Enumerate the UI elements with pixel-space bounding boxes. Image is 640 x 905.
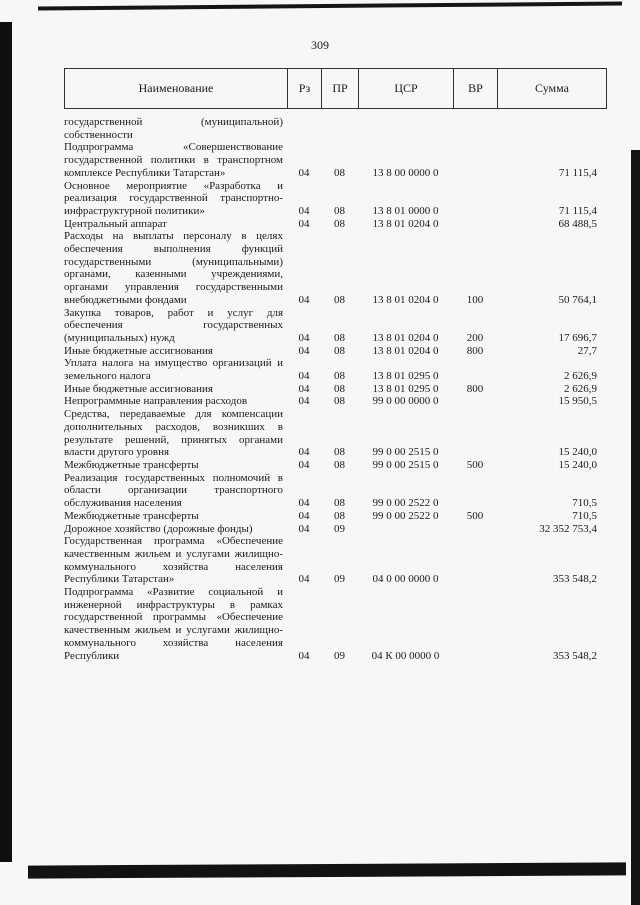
table-row (64, 395, 605, 408)
row-rz: 04 (298, 217, 310, 230)
header-rz: Рз (288, 69, 322, 108)
row-sum: 71 115,4 (558, 166, 597, 179)
table-row (64, 345, 605, 358)
row-csr: 99 0 00 0000 0 (372, 395, 439, 408)
row-csr: 99 0 00 2515 0 (372, 458, 439, 471)
row-csr: 13 8 01 0204 0 (372, 293, 439, 306)
table-row (64, 472, 605, 510)
row-sum: 50 764,1 (558, 293, 597, 306)
row-pr: 08 (334, 370, 345, 383)
row-csr: 99 0 00 2515 0 (372, 446, 439, 459)
header-pr: ПР (322, 69, 359, 108)
row-csr: 13 8 01 0204 0 (372, 331, 439, 344)
row-rz: 04 (298, 293, 310, 306)
row-pr: 08 (334, 458, 345, 471)
table-row (64, 307, 605, 345)
row-vr: 500 (466, 458, 484, 471)
row-name: Дорожное хозяйство (дорожные фонды) (64, 522, 253, 535)
row-pr: 09 (334, 573, 345, 586)
row-name: Подпрограмма «Совершенствование государственной политики в транспортном комплексе Республики Татарстан» (64, 141, 283, 179)
row-name: Закупка товаров, работ и услуг для обеспечения государственных (муниципальных) нужд (64, 306, 283, 344)
row-rz: 04 (298, 446, 310, 459)
row-name: Расходы на выплаты персоналу в целях обеспечения выполнения функций государственными (муниципальными) органами, казенными учреждениями, органами управления государственными внебюджетными фондами (64, 230, 283, 306)
row-sum: 15 950,5 (558, 395, 597, 408)
table-row (64, 180, 605, 218)
table-row (64, 586, 605, 662)
row-rz: 04 (298, 522, 310, 535)
table-header (64, 68, 607, 109)
row-rz: 04 (298, 370, 310, 383)
row-vr: 100 (466, 293, 484, 306)
row-pr: 09 (334, 649, 345, 662)
row-name: государственной (муниципальной) собственности (64, 116, 283, 141)
row-pr: 08 (334, 217, 345, 230)
table-row (64, 116, 605, 141)
row-sum: 68 488,5 (558, 217, 597, 230)
table-row (64, 510, 605, 523)
table-row (64, 523, 605, 536)
row-name: Центральный аппарат (64, 217, 167, 230)
row-pr: 08 (334, 344, 345, 357)
header-csr: ЦСР (359, 69, 454, 108)
header-sum: Сумма (535, 81, 569, 95)
row-pr: 08 (334, 382, 345, 395)
row-pr: 08 (334, 395, 345, 408)
table-row (64, 408, 605, 459)
row-sum: 710,5 (572, 509, 597, 522)
row-sum: 27,7 (577, 344, 597, 357)
row-rz: 04 (298, 395, 310, 408)
row-sum: 2 626,9 (564, 370, 597, 383)
row-csr: 13 8 01 0204 0 (372, 344, 439, 357)
row-csr: 04 0 00 0000 0 (372, 573, 439, 586)
row-name: Реализация государственных полномочий в области организации транспортного обслуживания населения (64, 471, 283, 510)
row-name: Уплата налога на имущество организаций и земельного налога (64, 357, 283, 383)
row-sum: 353 548,2 (553, 649, 597, 662)
row-name: Основное мероприятие «Разработка и реализация государственной транспортно-инфраструктурной политики» (64, 179, 283, 217)
row-csr: 04 К 00 0000 0 (371, 649, 440, 662)
row-vr: 800 (466, 344, 484, 357)
row-sum: 710,5 (572, 497, 597, 510)
table-row (64, 383, 605, 396)
row-name: Государственная программа «Обеспечение качественным жильем и услугами жилищно-коммунального хозяйства населения Республики Татарстан» (64, 535, 283, 586)
row-sum: 15 240,0 (558, 458, 597, 471)
scan-shadow-bottom (28, 862, 626, 878)
row-name: Межбюджетные трансферты (64, 509, 199, 522)
row-pr: 08 (334, 204, 345, 217)
row-rz: 04 (298, 204, 310, 217)
row-rz: 04 (298, 382, 310, 395)
row-vr: 500 (466, 509, 484, 522)
row-name: Межбюджетные трансферты (64, 458, 199, 471)
row-name: Иные бюджетные ассигнования (64, 344, 213, 357)
row-sum: 71 115,4 (558, 204, 597, 217)
row-rz: 04 (298, 573, 310, 586)
table-row (64, 218, 605, 231)
row-csr: 99 0 00 2522 0 (372, 497, 439, 510)
row-csr: 13 8 01 0295 0 (372, 370, 439, 383)
row-vr: 800 (466, 382, 484, 395)
row-rz: 04 (298, 344, 310, 357)
row-sum: 17 696,7 (558, 331, 597, 344)
scan-shadow-right (631, 150, 640, 905)
header-name: Наименование (65, 69, 288, 108)
scan-shadow-top (38, 1, 622, 10)
row-csr: 13 8 01 0204 0 (372, 217, 439, 230)
row-rz: 04 (298, 458, 310, 471)
row-sum: 2 626,9 (564, 382, 597, 395)
row-pr: 08 (334, 497, 345, 510)
row-sum: 15 240,0 (558, 446, 597, 459)
row-name: Иные бюджетные ассигнования (64, 382, 213, 395)
row-sum: 32 352 753,4 (539, 522, 597, 535)
row-sum: 353 548,2 (553, 573, 597, 586)
row-rz: 04 (298, 509, 310, 522)
row-pr: 08 (334, 331, 345, 344)
row-rz: 04 (298, 166, 310, 179)
row-csr: 99 0 00 2522 0 (372, 509, 439, 522)
table-row (64, 141, 605, 179)
row-pr: 09 (334, 522, 345, 535)
scan-shadow-left (0, 22, 12, 862)
header-vr: ВР (454, 69, 498, 108)
table-row (64, 535, 605, 586)
row-rz: 04 (298, 649, 310, 662)
row-rz: 04 (298, 497, 310, 510)
table-row (64, 459, 605, 472)
row-pr: 08 (334, 293, 345, 306)
row-pr: 08 (334, 166, 345, 179)
budget-table (64, 116, 605, 662)
row-csr: 13 8 01 0000 0 (372, 204, 439, 217)
row-name: Подпрограмма «Развитие социальной и инженерной инфраструктуры в рамках государственной программы «Обеспечение качественным жильем и услугами жилищно-коммунального хозяйства населения Республики (64, 586, 283, 662)
row-pr: 08 (334, 446, 345, 459)
row-rz: 04 (298, 331, 310, 344)
row-pr: 08 (334, 509, 345, 522)
table-row (64, 230, 605, 306)
row-name: Средства, передаваемые для компенсации дополнительных расходов, возникших в результате решений, принятых органами власти другого уровня (64, 408, 283, 459)
table-row (64, 357, 605, 382)
page-number: 309 (311, 38, 329, 52)
row-vr: 200 (466, 331, 484, 344)
row-csr: 13 8 00 0000 0 (372, 166, 439, 179)
row-name: Непрограммные направления расходов (64, 395, 248, 408)
row-csr: 13 8 01 0295 0 (372, 382, 439, 395)
